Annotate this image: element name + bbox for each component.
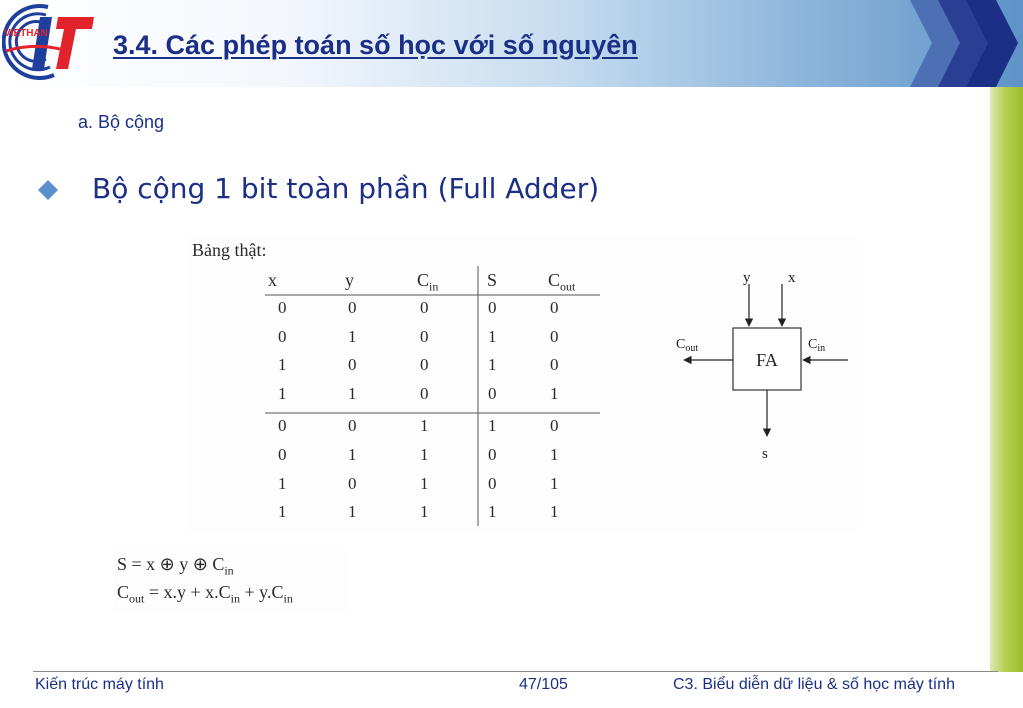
table-cell: 0 [488, 384, 497, 403]
full-adder-diagram [668, 256, 858, 476]
table-cell: 1 [550, 445, 559, 464]
col-header-x: x [268, 270, 277, 290]
footer-chapter: C3. Biểu diễn dữ liệu & số học máy tính [673, 676, 955, 693]
output-s-label: s [762, 446, 768, 462]
formula-sum: S = x ⊕ y ⊕ $C_{in}$ [117, 554, 234, 578]
input-x-label: x [788, 270, 796, 286]
table-cell: 1 [278, 384, 287, 403]
table-cell: 0 [420, 298, 429, 317]
diamond-bullet-icon [37, 179, 59, 201]
table-cell: 0 [348, 355, 357, 374]
table-cell: 1 [550, 502, 559, 521]
cout-label: $C_{out}$ [676, 337, 699, 354]
table-cell: 1 [278, 355, 287, 374]
table-cell: 1 [488, 355, 497, 374]
col-header-y: y [345, 270, 354, 290]
cin-label: $C_{in}$ [808, 337, 826, 354]
table-cell: 0 [488, 474, 497, 493]
table-cell: 1 [550, 384, 559, 403]
table-cell: 0 [550, 416, 559, 435]
table-cell: 0 [420, 327, 429, 346]
table-cell: 0 [278, 445, 287, 464]
table-cell: 1 [420, 416, 429, 435]
table-cell: 0 [278, 327, 287, 346]
truth-table-figure [188, 236, 858, 532]
table-cell: 0 [488, 298, 497, 317]
table-cell: 0 [278, 416, 287, 435]
right-accent-bar [990, 87, 1023, 672]
col-header-cin: $C_{in}$ [417, 270, 439, 294]
table-cell: 1 [348, 384, 357, 403]
table-cell: 1 [420, 474, 429, 493]
table-cell: 0 [348, 416, 357, 435]
col-header-s: S [487, 270, 498, 290]
logo-text: VIETHAN [4, 28, 48, 39]
table-cell: 1 [278, 502, 287, 521]
table-cell: 1 [348, 445, 357, 464]
table-cell: 0 [348, 298, 357, 317]
footer-page-number: 47/105 [519, 676, 568, 693]
table-cell: 0 [488, 445, 497, 464]
footer-divider [33, 671, 998, 672]
table-cell: 0 [550, 298, 559, 317]
table-cell: 1 [278, 474, 287, 493]
table-cell: 0 [550, 327, 559, 346]
formula-block [113, 550, 348, 612]
table-cell: 1 [550, 474, 559, 493]
table-cell: 1 [348, 327, 357, 346]
footer-course: Kiến trúc máy tính [35, 676, 164, 693]
table-cell: 1 [420, 502, 429, 521]
col-header-cout: $C_{out}$ [548, 270, 576, 294]
it-logo-icon [2, 3, 96, 81]
truth-table-caption: Bảng thật: [192, 240, 267, 260]
table-cell: 1 [488, 416, 497, 435]
table-cell: 0 [348, 474, 357, 493]
table-cell: 1 [420, 445, 429, 464]
slide-title: 3.4. Các phép toán số học với số nguyên [113, 30, 638, 60]
table-cell: 0 [550, 355, 559, 374]
table-cell: 0 [420, 355, 429, 374]
table-cell: 1 [348, 502, 357, 521]
fa-label: FA [756, 350, 778, 370]
table-cell: 1 [488, 502, 497, 521]
subheading: a. Bộ cộng [78, 112, 165, 132]
table-cell: 0 [278, 298, 287, 317]
chevron-decoration-icon [910, 0, 1023, 87]
bullet-text: Bộ cộng 1 bit toàn phần (Full Adder) [92, 172, 600, 205]
input-y-label: y [743, 270, 751, 286]
header-banner [0, 0, 1023, 87]
formula-carry: $C_{out} = x.y + x.C_{in} + y.C_{in}$ [117, 582, 293, 606]
table-cell: 1 [488, 327, 497, 346]
table-cell: 0 [420, 384, 429, 403]
